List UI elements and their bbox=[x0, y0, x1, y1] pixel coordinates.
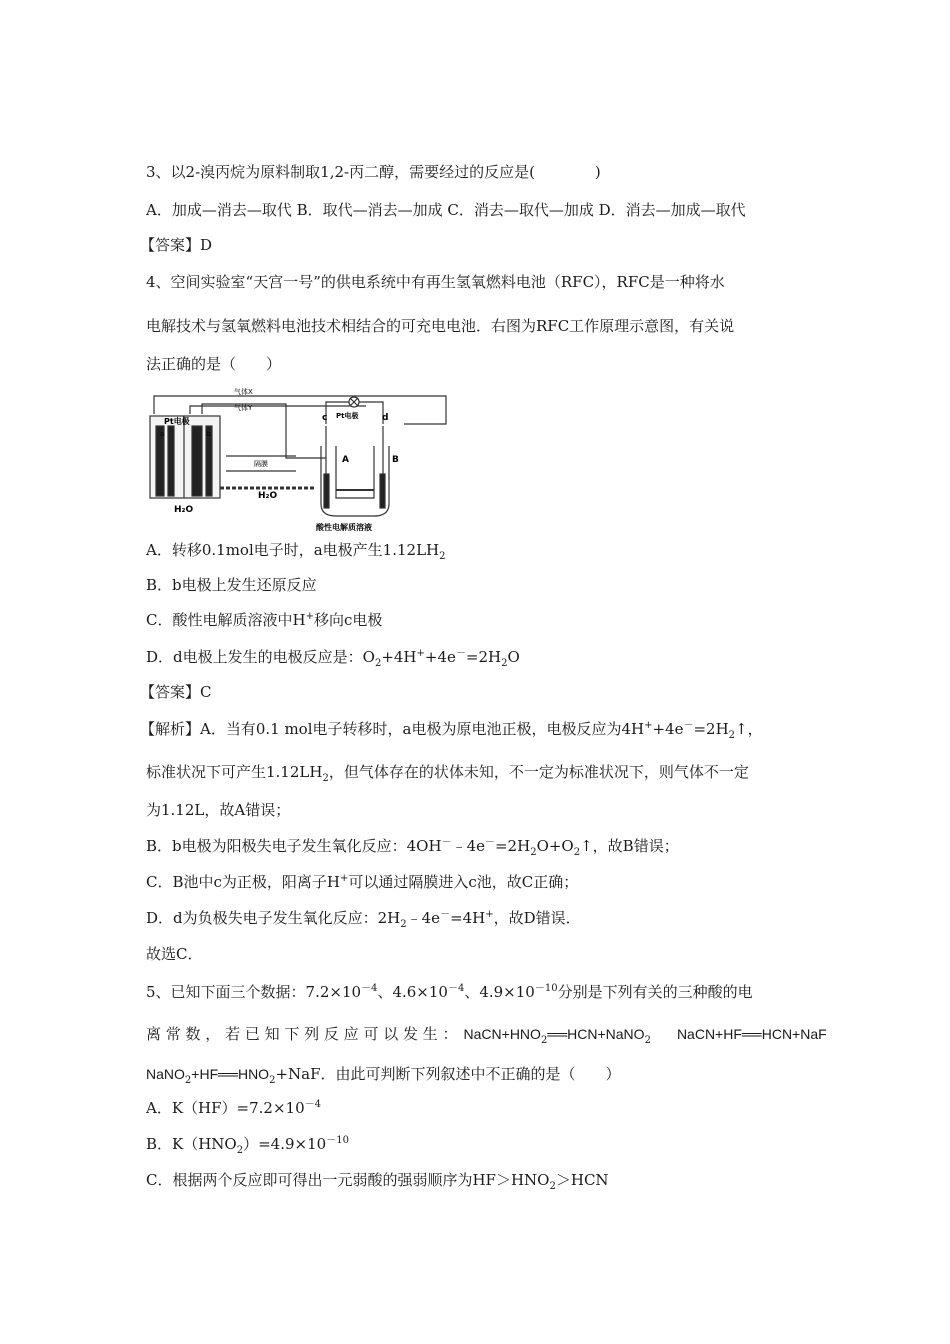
label-pt-left: Pt电极 bbox=[164, 417, 190, 426]
q5-option-c: C．根据两个反应即可得出一元弱酸的强弱顺序为$HF>HNO_2>HCN$ bbox=[146, 1171, 609, 1192]
q4-stem-line1: 4、空间实验室“天宫一号”的供电系统中有再生氢氧燃料电池（RFC），RFC是一种将水 bbox=[146, 273, 725, 291]
q3-options: A．加成—消去—取代 B．取代—消去—加成 C．消去—取代—加成 D．消去—加成—取代 bbox=[146, 201, 746, 219]
rfc-diagram bbox=[146, 386, 452, 536]
label-B: B bbox=[392, 455, 399, 465]
q4-option-a: A．转移0.1mol电子时，a电极产生$1.12LH_2$ bbox=[146, 541, 446, 562]
q4-explanation-3: 为1.12L，故A错误； bbox=[146, 801, 291, 819]
q4-conclusion: 故选C． bbox=[146, 945, 203, 963]
q3-answer: 【答案】D bbox=[140, 236, 213, 254]
q5-option-a: A．$K(HF)=7.2\times 10^{-4}$ bbox=[146, 1099, 321, 1117]
label-a: a bbox=[160, 430, 165, 438]
q4-option-d: D．d电极上发生的电极反应是：$O_2+4H^++4e^-=2H_2O$ bbox=[146, 648, 520, 669]
label-gas-x: 气体X bbox=[234, 388, 253, 396]
label-pt-right: Pt电极 bbox=[336, 412, 359, 420]
q5-stem-line2: 离 常 数 ， 若 已 知 下 列 反 应 可 以 发 生 ： $NaCN+HNO_2══HCN+NaNO_2$ NaCN+HF══HCN+NaF bbox=[146, 1025, 827, 1046]
label-h2o-pipe: H₂O bbox=[258, 491, 278, 501]
q3-stem: 3、以2-溴丙烷为原料制取1,2-丙二醇，需要经过的反应是( ) bbox=[146, 163, 601, 181]
q4-stem-line3: 法正确的是（ ） bbox=[146, 355, 282, 373]
q5-stem-line1: 5、已知下面三个数据：$7.2\times 10^{-4}$、$4.6\times 10^{-4}$、$4.9\times 10^{-10}$分别是下列有关的三种酸的电 bbox=[146, 983, 753, 1001]
q4-explanation-1: 【解析】A．当有0.1 mol电子转移时，a电极为原电池正极，电极反应为$4H^++4e^-=2H_2↑$， bbox=[140, 720, 763, 741]
q5-stem-line3: $NaNO_2+HF══HNO_2+NaF$．由此可判断下列叙述中不正确的是（ ） bbox=[146, 1065, 621, 1086]
q4-stem-line2: 电解技术与氢氧燃料电池技术相结合的可充电电池．右图为RFC工作原理示意图，有关说 bbox=[146, 317, 735, 335]
q4-explanation-6: D．d为负极失电子发生氧化反应：$2H_2﹣4e^-=4H^+$，故D错误． bbox=[146, 909, 581, 930]
label-c: c bbox=[322, 413, 328, 423]
label-d: d bbox=[382, 413, 389, 423]
label-A: A bbox=[342, 455, 349, 465]
q4-option-c: C．酸性电解质溶液中H+移向c电极 bbox=[146, 611, 383, 629]
q4-explanation-2: 标准状况下可产生$1.12LH_2$，但气体存在的状体未知，不一定为标准状况下，则气体不一定 bbox=[146, 763, 749, 784]
q4-answer: 【答案】C bbox=[140, 683, 212, 701]
label-membrane: 隔膜 bbox=[254, 460, 268, 468]
label-h2o-cell: H₂O bbox=[174, 505, 194, 515]
q5-option-b: B．$K(HNO_2)=4.9\times 10^{-10}$ bbox=[146, 1135, 349, 1156]
q4-explanation-5: C．B池中c为正极，阳离子H+可以通过隔膜进入c池，故C正确； bbox=[146, 873, 579, 891]
label-b: b bbox=[206, 430, 211, 438]
q4-option-b: B．b电极上发生还原反应 bbox=[146, 576, 317, 594]
q4-explanation-4: B．b电极为阳极失电子发生氧化反应：$4OH^-﹣4e^-=2H_2O+O_2↑$，故B错误； bbox=[146, 837, 679, 858]
label-gas-y: 气体Y bbox=[234, 404, 253, 412]
label-electrolyte: 酸性电解质溶液 bbox=[316, 523, 372, 532]
